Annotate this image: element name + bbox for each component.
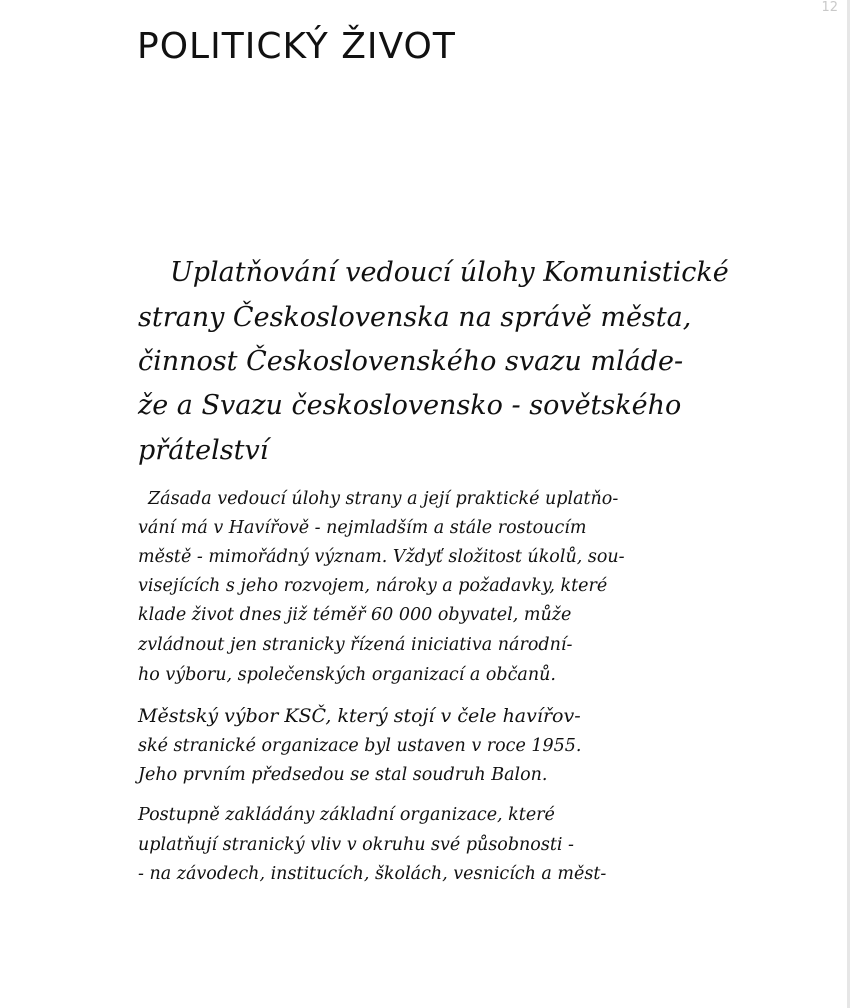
paragraph-line: Jeho prvním předsedou se stal soudruh Balon. [138, 765, 548, 785]
paragraph-line: Zásada vedoucí úlohy strany a její praktické uplatňo- [148, 489, 619, 509]
paragraph-line: klade život dnes již téměř 60 000 obyvatel, může [138, 605, 572, 625]
paragraph-line: městě - mimořádný význam. Vždyť složitost úkolů, sou- [138, 547, 625, 567]
paragraph-line: - na závodech, institucích, školách, vesnicích a měst- [138, 864, 607, 884]
heading-line: strany Československa na správě města, [138, 302, 692, 333]
paragraph-line: vání má v Havířově - nejmladším a stále rostoucím [138, 518, 587, 538]
paragraph-line: visejících s jeho rozvojem, nároky a požadavky, které [138, 576, 608, 596]
page-number-mark: 12 [821, 0, 838, 15]
paragraph-line: Postupně zakládány základní organizace, které [138, 805, 555, 825]
paragraph-line: Městský výbor KSČ, který stojí v čele havířov- [138, 705, 581, 727]
heading-line: přátelství [138, 435, 269, 466]
page-title: POLITICKÝ ŽIVOT [137, 26, 456, 67]
heading-line: činnost Československého svazu mláde- [138, 346, 684, 377]
paragraph-line: uplatňují stranický vliv v okruhu své působnosti - [138, 835, 574, 855]
heading-line: že a Svazu československo - sovětského [138, 390, 682, 421]
paragraph-line: zvládnout jen stranicky řízená iniciativa národní- [138, 635, 573, 655]
heading-line: Uplatňování vedoucí úlohy Komunistické [170, 257, 729, 288]
paragraph-line: ské stranické organizace byl ustaven v roce 1955. [138, 736, 582, 756]
paragraph-line: ho výboru, společenských organizací a občanů. [138, 665, 556, 685]
